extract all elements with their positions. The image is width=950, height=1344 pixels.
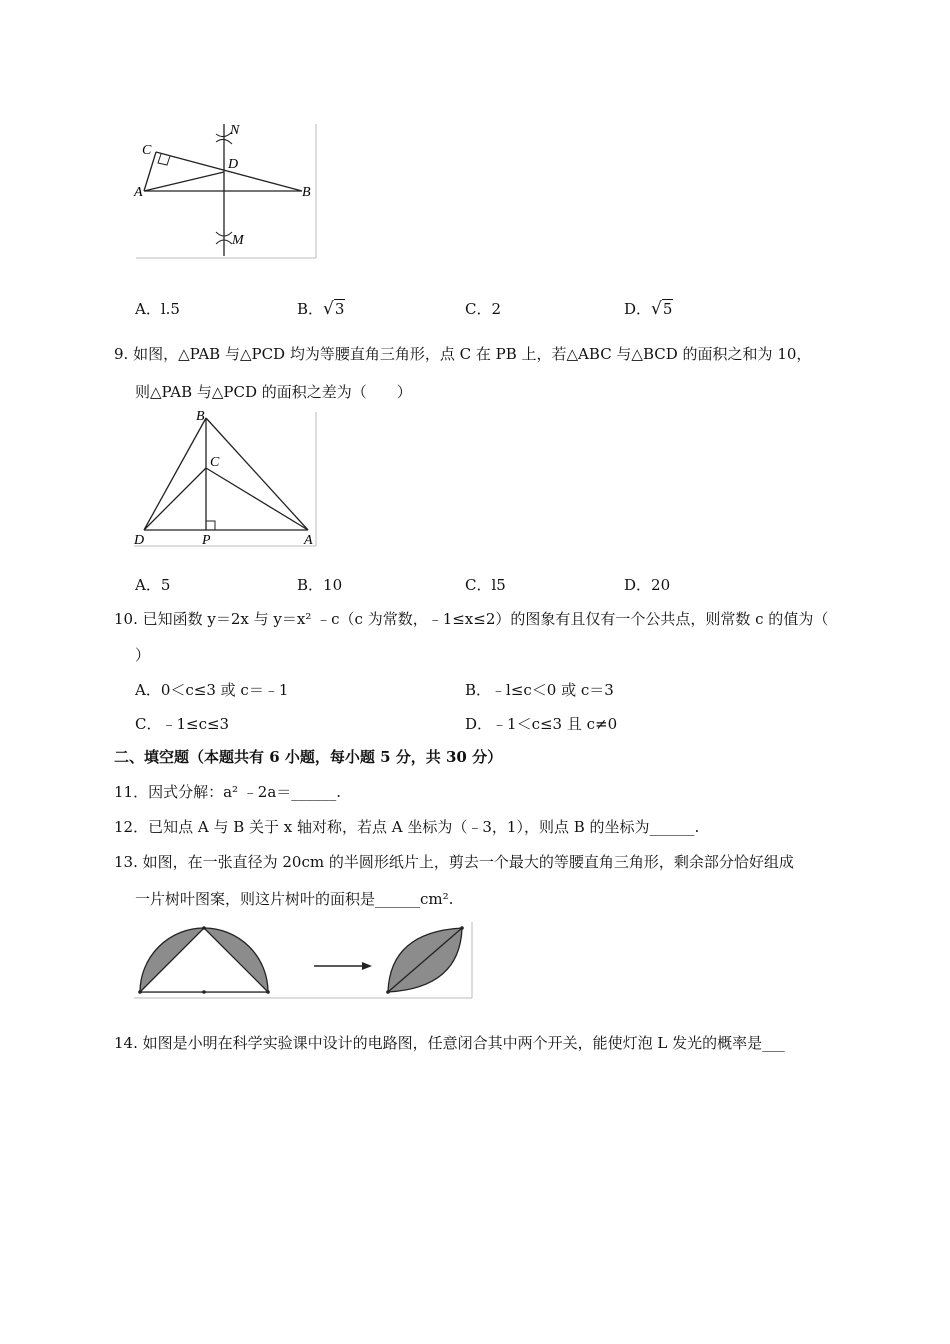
q8-option-a: A．l.5 xyxy=(135,300,180,318)
q9-option-a: A．5 xyxy=(135,576,171,594)
sqrt-symbol-icon: √ xyxy=(651,299,662,319)
segment-dc xyxy=(144,468,206,530)
label-a: A xyxy=(304,533,313,548)
label-c: C xyxy=(142,143,152,158)
q11-text: 11．因式分解：a² ﹣2a＝______. xyxy=(114,783,342,801)
label-c: C xyxy=(210,455,220,470)
q13-figure xyxy=(132,920,474,1000)
q8-option-c: C．2 xyxy=(465,300,502,318)
label-n: N xyxy=(230,123,240,138)
q10-option-d: D．﹣1＜c≤3 且 c≠0 xyxy=(465,715,618,733)
q9-figure xyxy=(130,408,320,550)
label-a: A xyxy=(134,185,143,200)
segment-ba xyxy=(206,418,308,530)
label-p: P xyxy=(202,533,211,548)
q9-option-b: B．10 xyxy=(297,576,343,594)
q9-option-d: D．20 xyxy=(624,576,671,594)
label-b: B xyxy=(196,409,205,424)
segment-ad xyxy=(144,172,224,191)
q8-figure xyxy=(130,118,322,264)
q8-option-d-radicand: 5 xyxy=(662,300,673,318)
q9-line1: 9. 如图，△PAB 与△PCD 均为等腰直角三角形，点 C 在 PB 上，若△ABC 与△BCD 的面积之和为 10， xyxy=(114,345,812,363)
q10-line2: ） xyxy=(135,646,151,664)
q8-option-b-prefix: B． xyxy=(297,300,324,318)
q14-text: 14. 如图是小明在科学实验课中设计的电路图，任意闭合其中两个开关，能使灯泡 L 发光的概率是___ xyxy=(114,1034,785,1052)
q13-line2: 一片树叶图案，则这片树叶的面积是______cm². xyxy=(135,890,454,908)
q10-line1: 10. 已知函数 y＝2x 与 y＝x² ﹣c（c 为常数，﹣1≤x≤2）的图象有且仅有一个公共点，则常数 c 的值为（ xyxy=(114,610,829,628)
q8-option-b xyxy=(297,298,345,319)
label-d: D xyxy=(228,157,239,172)
label-d: D xyxy=(134,533,145,548)
q10-option-b: B．﹣l≤c＜0 或 c＝3 xyxy=(465,681,614,699)
q13-line1: 13. 如图，在一张直径为 20cm 的半圆形纸片上，剪去一个最大的等腰直角三角形，剩余部分恰好组成 xyxy=(114,853,794,871)
section-title: 二、填空题（本题共有 6 小题，每小题 5 分，共 30 分） xyxy=(114,748,503,766)
q8-option-b-radicand: 3 xyxy=(334,300,345,318)
label-b: B xyxy=(302,185,311,200)
q10-option-c: C．﹣1≤c≤3 xyxy=(135,715,230,733)
segment-bd xyxy=(144,418,206,530)
sqrt-symbol-icon: √ xyxy=(323,299,334,319)
q8-option-d-prefix: D． xyxy=(624,300,652,318)
q9-option-c: C．l5 xyxy=(465,576,506,594)
q12-text: 12．已知点 A 与 B 关于 x 轴对称，若点 A 坐标为（﹣3，1），则点 B 的坐标为______. xyxy=(114,818,700,836)
right-angle-mark xyxy=(206,521,215,530)
q8-option-d xyxy=(624,298,673,319)
q9-line2: 则△PAB 与△PCD 的面积之差为（ ） xyxy=(135,383,412,401)
label-m: M xyxy=(232,233,244,248)
segment-ca xyxy=(206,468,308,530)
q10-option-a: A．0＜c≤3 或 c＝﹣1 xyxy=(135,681,289,699)
